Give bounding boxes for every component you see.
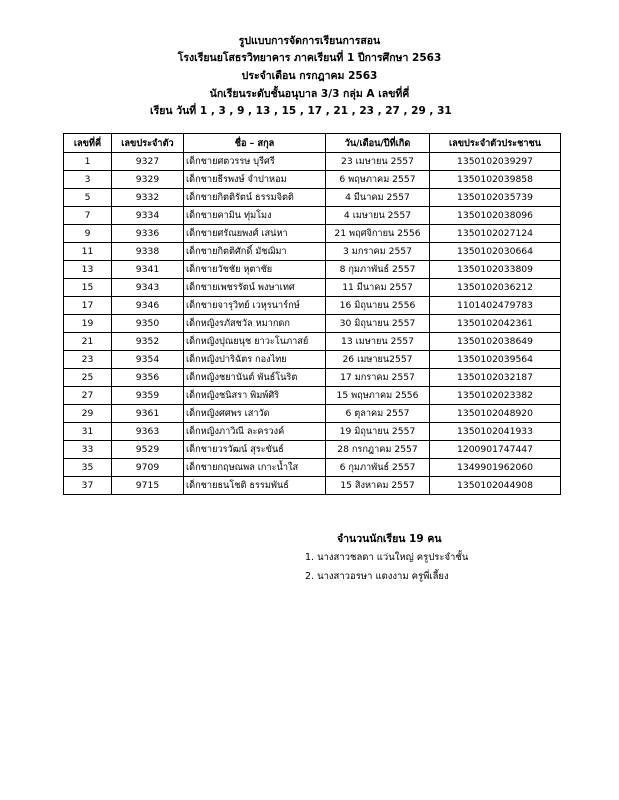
table-row (64, 369, 561, 387)
student-name-cell: เด็กชายกิตติรัตน์ ธรรมจิตติ (184, 189, 326, 207)
national-id-cell: 1350102044908 (430, 477, 561, 495)
student-name-cell: เด็กชายวรวัฒน์ สุระขันธ์ (184, 441, 326, 459)
col-header-student-id: เลขประจำตัว (112, 134, 184, 153)
national-id-cell: 1350102035739 (430, 189, 561, 207)
row-number-cell: 35 (64, 459, 112, 477)
row-number-cell: 37 (64, 477, 112, 495)
national-id-cell: 1350102038096 (430, 207, 561, 225)
table-row (64, 477, 561, 495)
national-id-cell: 1350102039858 (430, 171, 561, 189)
student-id-cell: 9356 (112, 369, 184, 387)
table-row (64, 297, 561, 315)
student-id-cell: 9361 (112, 405, 184, 423)
table-row (64, 405, 561, 423)
student-name-cell: เด็กหญิงศศพร เสาวัด (184, 405, 326, 423)
student-id-cell: 9327 (112, 153, 184, 171)
national-id-cell: 1350102048920 (430, 405, 561, 423)
birthdate-cell: 21 พฤศจิกายน 2556 (326, 225, 430, 243)
student-id-cell: 9329 (112, 171, 184, 189)
student-name-cell: เด็กหญิงภาวิณี ละครวงค์ (184, 423, 326, 441)
birthdate-cell: 15 สิงหาคม 2557 (326, 477, 430, 495)
document-title: รูปแบบการจัดการเรียนการสอน (238, 35, 381, 47)
table-row (64, 189, 561, 207)
birthdate-cell: 3 มกราคม 2557 (326, 243, 430, 261)
student-total: จำนวนนักเรียน 19 คน (337, 533, 442, 545)
student-name-cell: เด็กชายธนโชติ ธรรมพันธ์ (184, 477, 326, 495)
row-number-cell: 19 (64, 315, 112, 333)
table-row (64, 243, 561, 261)
student-id-cell: 9343 (112, 279, 184, 297)
birthdate-cell: 6 ตุลาคม 2557 (326, 405, 430, 423)
national-id-cell: 1350102042361 (430, 315, 561, 333)
student-name-cell: เด็กชายเพชรรัตน์ พงษาเทศ (184, 279, 326, 297)
birthdate-cell: 15 พฤษภาคม 2556 (326, 387, 430, 405)
student-name-cell: เด็กหญิงรภัสชวัล หมากดก (184, 315, 326, 333)
row-number-cell: 27 (64, 387, 112, 405)
student-name-cell: เด็กหญิงปาริฉัตร กองไทย (184, 351, 326, 369)
birthdate-cell: 6 กุมภาพันธ์ 2557 (326, 459, 430, 477)
national-id-cell: 1350102030664 (430, 243, 561, 261)
national-id-cell: 1350102036212 (430, 279, 561, 297)
birthdate-cell: 11 มีนาคม 2557 (326, 279, 430, 297)
row-number-cell: 3 (64, 171, 112, 189)
birthdate-cell: 19 มิถุนายน 2557 (326, 423, 430, 441)
student-name-cell: เด็กชายกฤษณพล เกาะน้ำใส (184, 459, 326, 477)
birthdate-cell: 30 มิถุนายน 2557 (326, 315, 430, 333)
student-name-cell: เด็กชายคามิน ทุ่มโมง (184, 207, 326, 225)
month-line: ประจำเดือน กรกฎาคม 2563 (241, 70, 378, 82)
table-row (64, 441, 561, 459)
student-name-cell: เด็กชายธีรพงษ์ จำปาหอม (184, 171, 326, 189)
table-row (64, 225, 561, 243)
birthdate-cell: 4 เมษายน 2557 (326, 207, 430, 225)
birthdate-cell: 13 เมษายน 2557 (326, 333, 430, 351)
birthdate-cell: 23 เมษายน 2557 (326, 153, 430, 171)
national-id-cell: 1350102039564 (430, 351, 561, 369)
study-days-line: เรียน วันที่ 1 , 3 , 9 , 13 , 15 , 17 , 21 , 23 , 27 , 29 , 31 (150, 105, 452, 117)
row-number-cell: 11 (64, 243, 112, 261)
row-number-cell: 29 (64, 405, 112, 423)
national-id-cell: 1350102027124 (430, 225, 561, 243)
table-row (64, 315, 561, 333)
student-id-cell: 9338 (112, 243, 184, 261)
national-id-cell: 1350102038649 (430, 333, 561, 351)
col-header-national-id: เลขประจำตัวประชาชน (430, 134, 561, 153)
national-id-cell: 1101402479783 (430, 297, 561, 315)
row-number-cell: 9 (64, 225, 112, 243)
student-id-cell: 9334 (112, 207, 184, 225)
national-id-cell: 1350102033809 (430, 261, 561, 279)
table-row (64, 279, 561, 297)
row-number-cell: 31 (64, 423, 112, 441)
student-name-cell: เด็กหญิงชนิสรา พิมพ์ศิริ (184, 387, 326, 405)
table-row (64, 207, 561, 225)
student-id-cell: 9709 (112, 459, 184, 477)
student-name-cell: เด็กชายศรัณยพงศ์ เสน่หา (184, 225, 326, 243)
row-number-cell: 17 (64, 297, 112, 315)
row-number-cell: 25 (64, 369, 112, 387)
student-name-cell: เด็กชายจารุวิทย์ เวหุรนาร์กษ์ (184, 297, 326, 315)
table-row (64, 459, 561, 477)
homeroom-teacher: 1. นางสาวชลดา แว่นใหญ่ ครูประจำชั้น (305, 552, 469, 563)
student-id-cell: 9336 (112, 225, 184, 243)
national-id-cell: 1350102039297 (430, 153, 561, 171)
row-number-cell: 15 (64, 279, 112, 297)
national-id-cell: 1350102032187 (430, 369, 561, 387)
table-row (64, 423, 561, 441)
student-id-cell: 9341 (112, 261, 184, 279)
table-row (64, 171, 561, 189)
student-name-cell: เด็กชายศตวรรษ บุรีศรี (184, 153, 326, 171)
student-id-cell: 9715 (112, 477, 184, 495)
birthdate-cell: 17 มกราคม 2557 (326, 369, 430, 387)
birthdate-cell: 16 มิถุนายน 2556 (326, 297, 430, 315)
student-id-cell: 9529 (112, 441, 184, 459)
student-id-cell: 9354 (112, 351, 184, 369)
col-header-number: เลขที่คี่ (64, 134, 112, 153)
table-row (64, 261, 561, 279)
student-name-cell: เด็กชายวัชชัย หุตาชัย (184, 261, 326, 279)
student-id-cell: 9363 (112, 423, 184, 441)
birthdate-cell: 6 พฤษภาคม 2557 (326, 171, 430, 189)
assistant-teacher: 2. นางสาวอรษา แดงงาม ครูพี่เลี้ยง (305, 571, 449, 582)
row-number-cell: 1 (64, 153, 112, 171)
student-table (63, 133, 561, 495)
col-header-name: ชื่อ – สกุล (184, 134, 326, 153)
row-number-cell: 21 (64, 333, 112, 351)
table-row (64, 387, 561, 405)
row-number-cell: 7 (64, 207, 112, 225)
class-group-line: นักเรียนระดับชั้นอนุบาล 3/3 กลุ่ม A เลขที่คี่ (209, 88, 410, 100)
row-number-cell: 13 (64, 261, 112, 279)
national-id-cell: 1350102023382 (430, 387, 561, 405)
student-name-cell: เด็กชายกิตติศักดิ์ มัชฌิมา (184, 243, 326, 261)
row-number-cell: 33 (64, 441, 112, 459)
national-id-cell: 1349901962060 (430, 459, 561, 477)
table-row (64, 351, 561, 369)
national-id-cell: 1200901747447 (430, 441, 561, 459)
table-header-row (64, 134, 561, 153)
row-number-cell: 5 (64, 189, 112, 207)
row-number-cell: 23 (64, 351, 112, 369)
student-id-cell: 9350 (112, 315, 184, 333)
student-id-cell: 9359 (112, 387, 184, 405)
birthdate-cell: 4 มีนาคม 2557 (326, 189, 430, 207)
student-id-cell: 9346 (112, 297, 184, 315)
table-row (64, 333, 561, 351)
school-term-line: โรงเรียนยโสธรวิทยาคาร ภาคเรียนที่ 1 ปีการศึกษา 2563 (177, 52, 442, 64)
birthdate-cell: 8 กุมภาพันธ์ 2557 (326, 261, 430, 279)
student-name-cell: เด็กหญิงชยานันต์ พันธ์โนริต (184, 369, 326, 387)
birthdate-cell: 26 เมษายน2557 (326, 351, 430, 369)
student-name-cell: เด็กหญิงปุณยนุช ยาวะโนภาสย์ (184, 333, 326, 351)
table-row (64, 153, 561, 171)
birthdate-cell: 28 กรกฎาคม 2557 (326, 441, 430, 459)
student-id-cell: 9352 (112, 333, 184, 351)
student-id-cell: 9332 (112, 189, 184, 207)
national-id-cell: 1350102041933 (430, 423, 561, 441)
col-header-birthdate: วัน/เดือน/ปีที่เกิด (326, 134, 430, 153)
